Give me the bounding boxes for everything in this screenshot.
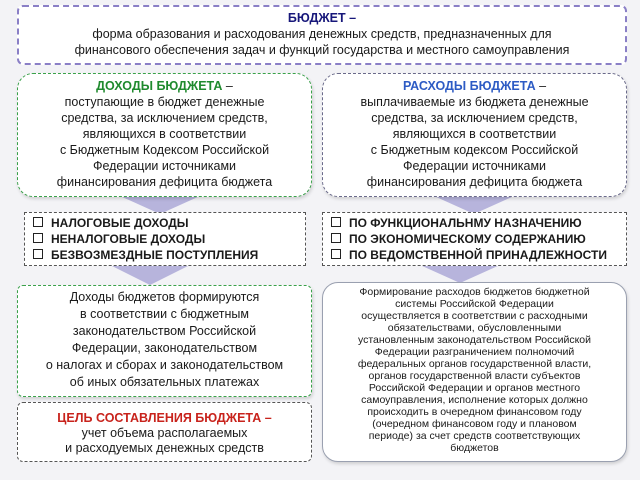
checkbox-square-icon bbox=[331, 217, 341, 227]
income-def-line: поступающие в бюджет денежные bbox=[64, 95, 265, 109]
income-text-line: в соответствии с бюджетным bbox=[80, 307, 249, 321]
expense-text-line: Федерации разграничением полномочий bbox=[374, 346, 575, 358]
expense-formation-text bbox=[322, 282, 627, 462]
expense-types-list bbox=[322, 212, 627, 266]
expense-title: РАСХОДЫ БЮДЖЕТА bbox=[402, 79, 536, 93]
checkbox-square-icon bbox=[33, 249, 43, 259]
expense-text-line: системы Российской Федерации bbox=[395, 298, 554, 310]
expense-definition bbox=[322, 73, 627, 197]
list-item bbox=[331, 247, 620, 263]
income-text-line: Доходы бюджетов формируются bbox=[69, 290, 260, 304]
income-def-line: Федерации источниками bbox=[92, 159, 237, 173]
expense-def-line: Федерации источниками bbox=[402, 159, 547, 173]
list-item bbox=[33, 215, 299, 231]
income-text-line: о налогах и сборах и законодательством bbox=[45, 358, 284, 372]
expense-text-line: осуществляется в соответствии с расходными bbox=[361, 310, 588, 322]
budget-goal bbox=[17, 402, 312, 462]
list-item bbox=[33, 231, 299, 247]
income-text-line: законодательством Российской bbox=[72, 324, 257, 338]
income-def-line: средства, за исключением средств, bbox=[61, 111, 268, 125]
income-def-line: финансирования дефицита бюджета bbox=[56, 175, 273, 189]
list-item bbox=[331, 231, 620, 247]
budget-definition bbox=[17, 5, 627, 65]
income-def-line: являющихся в соответствии bbox=[82, 127, 247, 141]
checkbox-square-icon bbox=[331, 249, 341, 259]
income-text-line: Федерации, законодательством bbox=[71, 341, 258, 355]
expense-text-line: периоде) за счет средств соответствующих bbox=[368, 430, 581, 442]
expense-text-line: Российской Федерации и органов местного bbox=[368, 382, 581, 394]
expense-text-line: Формирование расходов бюджетов бюджетной bbox=[359, 286, 590, 298]
checkbox-square-icon bbox=[331, 233, 341, 243]
income-title: ДОХОДЫ БЮДЖЕТА bbox=[96, 79, 223, 93]
checkbox-square-icon bbox=[33, 217, 43, 227]
expense-text-line: обязательствами, обусловленными bbox=[387, 322, 562, 334]
list-item-label: ПО ФУНКЦИОНАЛЬНМУ НАЗНАЧЕНИЮ bbox=[349, 216, 582, 230]
list-item bbox=[33, 247, 299, 263]
budget-title: БЮДЖЕТ – bbox=[287, 11, 357, 25]
expense-def-line: с Бюджетным кодексом Российской bbox=[370, 143, 579, 157]
expense-text-line: самоуправления, исполнение которых должно bbox=[361, 394, 588, 406]
expense-text-line: (очередном финансовом году и плановом bbox=[372, 418, 577, 430]
income-types-list bbox=[24, 212, 306, 266]
income-def-line: с Бюджетным Кодексом Российской bbox=[59, 143, 270, 157]
goal-line: учет объема располагаемых bbox=[81, 426, 248, 440]
expense-def-line: финансирования дефицита бюджета bbox=[366, 175, 583, 189]
list-item-label: БЕЗВОЗМЕЗДНЫЕ ПОСТУПЛЕНИЯ bbox=[51, 248, 259, 262]
expense-def-line: средства, за исключением средств, bbox=[371, 111, 578, 125]
expense-text-line: установленным законодательством Российской bbox=[357, 334, 592, 346]
expense-text-line: происходить в очередном финансовом году bbox=[367, 406, 582, 418]
income-dash: – bbox=[222, 79, 233, 93]
expense-def-line: выплачиваемые из бюджета денежные bbox=[360, 95, 589, 109]
income-text-line: об иных обязательных платежах bbox=[69, 375, 260, 389]
budget-line: финансового обеспечения задач и функций государства и местного самоуправления bbox=[74, 43, 570, 57]
list-item-label: ПО ЭКОНОМИЧЕСКОМУ СОДЕРЖАНИЮ bbox=[349, 232, 586, 246]
arrow-down-icon bbox=[420, 265, 500, 283]
goal-title: ЦЕЛЬ СОСТАВЛЕНИЯ БЮДЖЕТА – bbox=[57, 411, 272, 425]
list-item bbox=[331, 215, 620, 231]
arrow-down-icon bbox=[110, 265, 190, 285]
list-item-label: НАЛОГОВЫЕ ДОХОДЫ bbox=[51, 216, 189, 230]
list-item-label: ПО ВЕДОМСТВЕННОЙ ПРИНАДЛЕЖНОСТИ bbox=[349, 248, 608, 262]
income-formation-text bbox=[17, 285, 312, 397]
income-definition bbox=[17, 73, 312, 197]
expense-text-line: бюджетов bbox=[450, 442, 499, 454]
expense-def-line: являющихся в соответствии bbox=[392, 127, 557, 141]
budget-line: форма образования и расходования денежных средств, предназначенных для bbox=[92, 27, 552, 41]
expense-text-line: органов государственной власти субъектов bbox=[368, 370, 581, 382]
goal-line: и расходуемых денежных средств bbox=[65, 441, 264, 455]
expense-text-line: федеральных органов государственной власти, bbox=[357, 358, 592, 370]
checkbox-square-icon bbox=[33, 233, 43, 243]
expense-dash: – bbox=[535, 79, 547, 93]
list-item-label: НЕНАЛОГОВЫЕ ДОХОДЫ bbox=[51, 232, 206, 246]
